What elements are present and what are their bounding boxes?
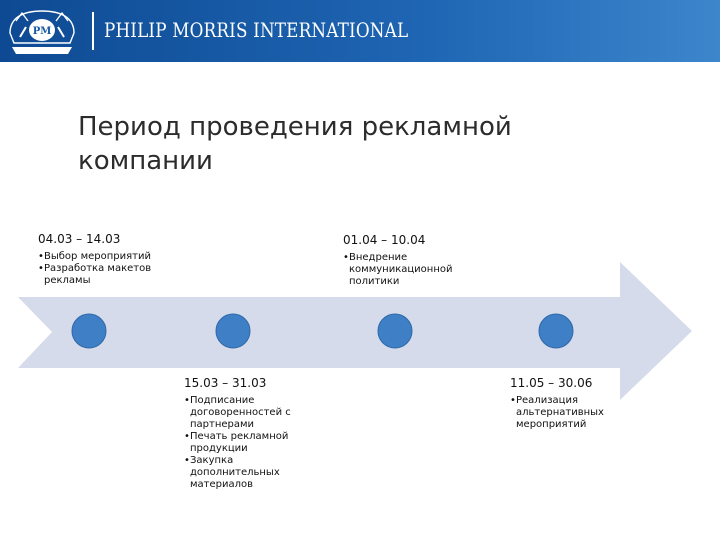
- brand-name: PHILIP MORRIS INTERNATIONAL: [104, 18, 409, 42]
- stage-item: • Внедрение коммуникационной политики: [343, 252, 461, 288]
- timeline-node-2: [216, 314, 250, 348]
- stage-block-2: [184, 376, 296, 491]
- slide-title: Период проведения рекламной компании: [78, 112, 512, 176]
- stage-date: 01.04 – 10.04: [343, 233, 426, 247]
- stage-item: • Подписание договоренностей с партнерами: [184, 395, 296, 431]
- stage-item: • Выбор мероприятий: [38, 251, 178, 263]
- stage-item: • Реализация альтернативных мероприятий: [510, 395, 614, 431]
- stage-items: [184, 395, 296, 491]
- stage-block-4: [510, 376, 614, 431]
- stage-block-1: [38, 232, 178, 287]
- logo-monogram: PM: [32, 26, 52, 37]
- stage-item: • Печать рекламной продукции: [184, 431, 296, 455]
- timeline-node-1: [72, 314, 106, 348]
- stage-date: 15.03 – 31.03: [184, 376, 267, 390]
- stage-items: [510, 395, 614, 431]
- stage-date: 04.03 – 14.03: [38, 232, 121, 246]
- stage-items: [38, 251, 178, 287]
- stage-item: • Разработка макетов рекламы: [38, 263, 178, 287]
- timeline-node-4: [539, 314, 573, 348]
- stage-item: • Закупка дополнительных материалов: [184, 455, 296, 491]
- stage-items: [343, 252, 461, 288]
- stage-date: 11.05 – 30.06: [510, 376, 593, 390]
- timeline-node-3: [378, 314, 412, 348]
- stage-block-3: [343, 233, 461, 288]
